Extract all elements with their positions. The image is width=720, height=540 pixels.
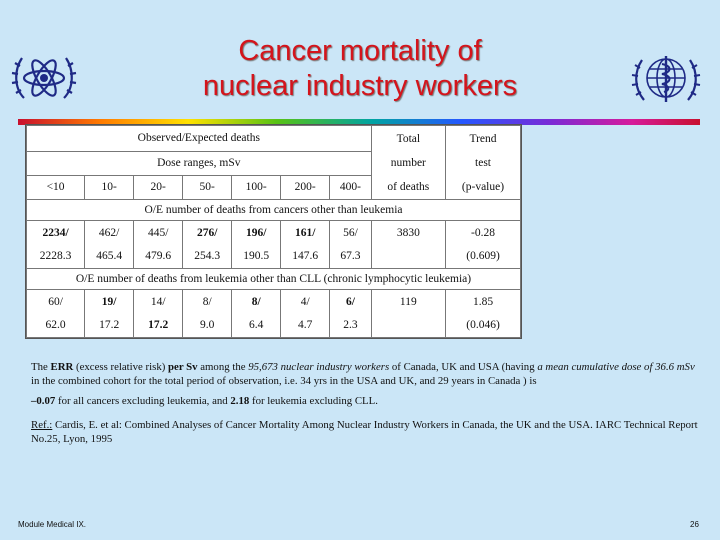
- dose-range: 10-: [85, 175, 134, 199]
- section2-expected: 62.0: [27, 314, 85, 338]
- section1-observed: 161/: [281, 221, 330, 245]
- section2-total-blank: [371, 314, 445, 338]
- section2-expected: 9.0: [183, 314, 232, 338]
- section1-trend: -0.28: [446, 221, 521, 245]
- slide-title: [140, 34, 580, 104]
- text-span: for all cancers excluding leukemia, and: [55, 395, 231, 407]
- section1-expected: 465.4: [85, 244, 134, 268]
- total-header-3: of deaths: [371, 175, 445, 199]
- section1-expected: 190.5: [232, 244, 281, 268]
- section1-expected: 2228.3: [27, 244, 85, 268]
- per-sv-term: per Sv: [168, 361, 198, 373]
- table-grid: [26, 125, 521, 338]
- text-span: in the combined cohort for the total period of observation, i.e. 34 yrs in the USA and UK, and 29 years in Canada ) is: [31, 375, 537, 387]
- footer-module: Module Medical IX.: [18, 520, 87, 529]
- section1-observed: 276/: [183, 221, 232, 245]
- section2-trend: 1.85: [446, 290, 521, 314]
- dose-range: 50-: [183, 175, 232, 199]
- section2-expected: 17.2: [134, 314, 183, 338]
- trend-header-1: Trend: [446, 126, 521, 152]
- ref-text: Cardis, E. et al: Combined Analyses of Cancer Mortality Among Nuclear Industry Workers in Canada, the UK and the USA. IARC Technical Report No.25, Lyon, 1995: [31, 419, 698, 445]
- obs-exp-header: Observed/Expected deaths: [27, 126, 372, 152]
- section1-title: O/E number of deaths from cancers other than leukemia: [27, 199, 521, 221]
- err-values-paragraph: [31, 394, 703, 408]
- err-all-cancers: –0.07: [31, 395, 56, 407]
- section1-observed: 56/: [330, 221, 371, 245]
- dose-range: 400-: [330, 175, 371, 199]
- section1-observed: 196/: [232, 221, 281, 245]
- text-span: (excess relative risk): [73, 361, 169, 373]
- section2-expected: 4.7: [281, 314, 330, 338]
- err-paragraph: [31, 360, 703, 388]
- dose-range: 200-: [281, 175, 330, 199]
- page-number: 26: [690, 520, 699, 529]
- section1-p-value: (0.609): [446, 244, 521, 268]
- section2-observed: 60/: [27, 290, 85, 314]
- iaea-logo-icon: [8, 40, 80, 112]
- trend-header-3: (p-value): [446, 175, 521, 199]
- dose-range: 20-: [134, 175, 183, 199]
- section2-expected: 17.2: [85, 314, 134, 338]
- total-header-2: number: [371, 151, 445, 175]
- section1-total-blank: [371, 244, 445, 268]
- section2-expected: 6.4: [232, 314, 281, 338]
- section2-total: 119: [371, 290, 445, 314]
- who-logo-icon: [630, 40, 702, 112]
- section2-p-value: (0.046): [446, 314, 521, 338]
- dose-header: Dose ranges, mSv: [27, 151, 372, 175]
- mortality-table: [25, 124, 522, 339]
- text-span: of Canada, UK and USA (having: [389, 361, 538, 373]
- workers-count: 95,673 nuclear industry workers: [248, 361, 390, 373]
- findings-text: [31, 360, 703, 452]
- err-leukemia: 2.18: [230, 395, 250, 407]
- total-header-1: Total: [371, 126, 445, 152]
- err-term: ERR: [50, 361, 74, 373]
- section2-observed: 6/: [330, 290, 371, 314]
- section2-title: O/E number of deaths from leukemia other than CLL (chronic lymphocytic leukemia): [27, 268, 521, 290]
- ref-label: Ref.:: [31, 419, 53, 431]
- reference-paragraph: [31, 418, 703, 446]
- section1-expected: 67.3: [330, 244, 371, 268]
- text-span: for leukemia excluding CLL.: [249, 395, 378, 407]
- trend-header-2: test: [446, 151, 521, 175]
- section1-observed: 445/: [134, 221, 183, 245]
- dose-range: <10: [27, 175, 85, 199]
- section2-observed: 8/: [183, 290, 232, 314]
- section1-expected: 147.6: [281, 244, 330, 268]
- section2-expected: 2.3: [330, 314, 371, 338]
- mean-dose: a mean cumulative dose of 36.6 mSv: [537, 361, 695, 373]
- section1-observed: 2234/: [27, 221, 85, 245]
- section1-expected: 254.3: [183, 244, 232, 268]
- section2-observed: 14/: [134, 290, 183, 314]
- section1-total: 3830: [371, 221, 445, 245]
- dose-range: 100-: [232, 175, 281, 199]
- text-span: among the: [197, 361, 249, 373]
- section2-observed: 19/: [85, 290, 134, 314]
- section2-observed: 8/: [232, 290, 281, 314]
- section1-observed: 462/: [85, 221, 134, 245]
- section2-observed: 4/: [281, 290, 330, 314]
- section1-expected: 479.6: [134, 244, 183, 268]
- title-line-1: Cancer mortality of: [238, 35, 482, 67]
- text-span: The: [31, 361, 51, 373]
- title-line-2: nuclear industry workers: [202, 70, 518, 102]
